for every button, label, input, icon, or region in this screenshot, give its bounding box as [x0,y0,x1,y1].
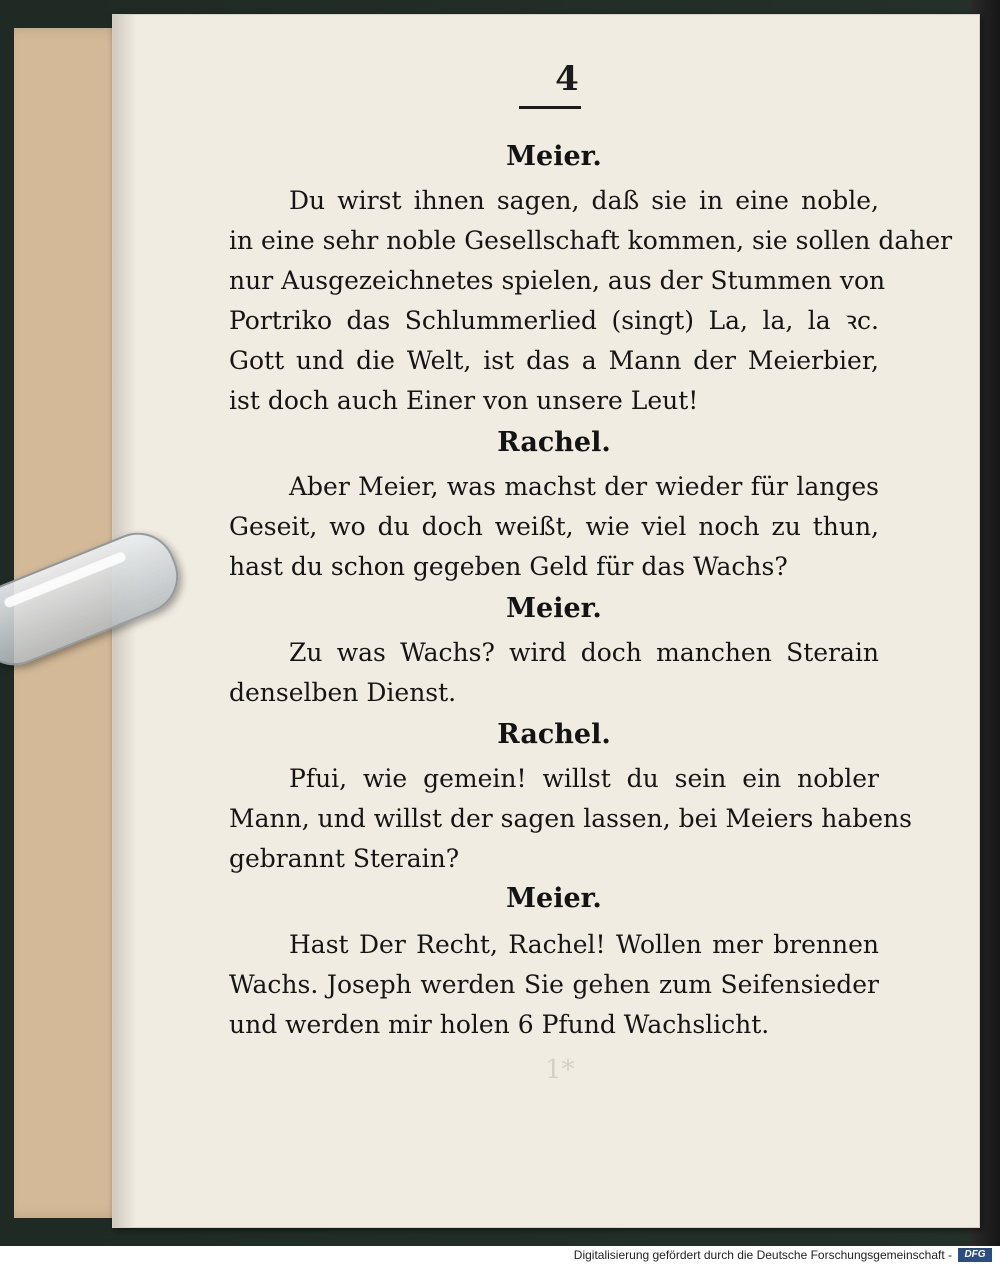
footer-credit: Digitalisierung gefördert durch die Deutsche Forschungsgemeinschaft - [573,1248,952,1262]
dialogue-block [229,467,879,587]
text-line: nur Ausgezeichnetes spielen, aus der Stummen von [229,266,886,295]
text-line: Pfui, wie gemein! willst du sein ein nobler [289,764,879,793]
text-line: Portriko das Schlummerlied (singt) La, la, la ꝛc. [229,306,879,335]
dialogue-block [229,181,953,421]
text-line: Mann, und willst der sagen lassen, bei Meiers habens [229,804,912,833]
text-line: Geseit, wo du doch weißt, wie viel noch zu thun, [229,512,879,541]
page-number-rule [519,106,581,109]
speaker-heading: Rachel. [497,719,611,750]
speaker-heading: Meier. [506,593,602,624]
footer-bar [0,1246,1000,1266]
text-line: Gott und die Welt, ist das a Mann der Meierbier, [229,346,879,375]
book-page [112,14,980,1228]
speaker-heading: Rachel. [497,427,611,458]
text-line: denselben Dienst. [229,678,457,707]
text-line: Du wirst ihnen sagen, daß sie in eine noble, [289,186,879,215]
speaker-heading: Meier. [506,883,602,914]
text-line: ist doch auch Einer von unsere Leut! [229,386,699,415]
dialogue-block [229,759,912,879]
speaker-heading: Meier. [506,141,602,172]
text-line: hast du schon gegeben Geld für das Wachs? [229,552,788,581]
text-line: Zu was Wachs? wird doch manchen Sterain [289,638,879,667]
text-line: in eine sehr noble Gesellschaft kommen, sie sollen daher [229,226,953,255]
page-number: 4 [555,59,579,99]
dialogue-block [229,925,879,1045]
text-line: Aber Meier, was machst der wieder für langes [289,472,879,501]
text-line: und werden mir holen 6 Pfund Wachslicht. [229,1010,770,1039]
text-line: gebrannt Sterain? [229,844,460,873]
dialogue-block [229,633,879,713]
text-line: Hast Der Recht, Rachel! Wollen mer brennen [289,930,879,959]
text-line: Wachs. Joseph werden Sie gehen zum Seifensieder [229,970,879,999]
dfg-logo: DFG [958,1248,992,1262]
bleed-through-mark: 1* [545,1055,575,1085]
